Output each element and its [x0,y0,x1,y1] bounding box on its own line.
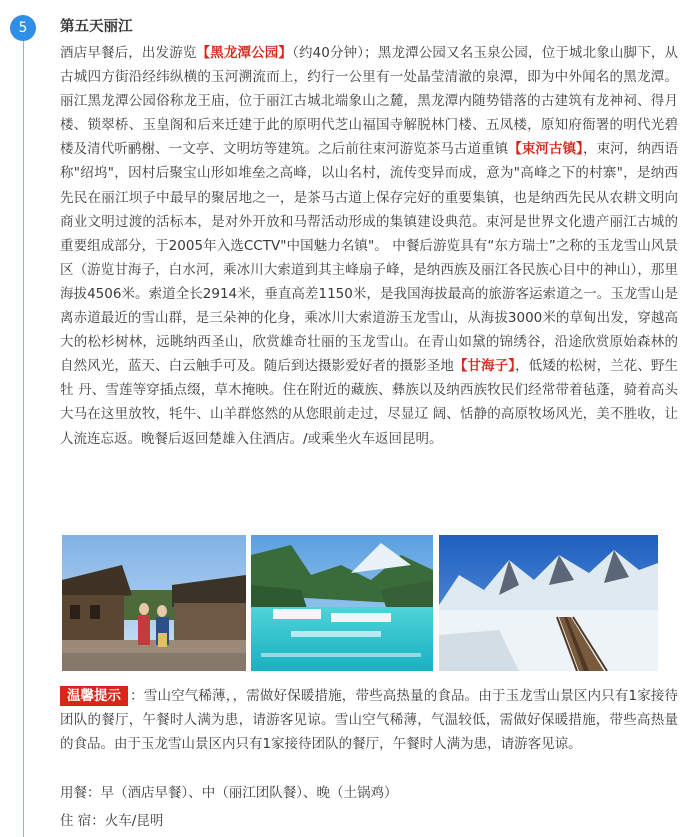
highlight-black-dragon-pool: 【黑龙潭公园】 [196,45,293,61]
timeline-line [23,41,24,837]
photo-baishui-river [251,535,433,671]
highlight-ganhaizi: 【甘海子】 [453,358,516,375]
day-title: 第五天丽江 [60,19,133,35]
day-number-badge: 5 [10,15,36,41]
tips-badge: 温馨提示 [60,686,128,706]
photo-snow-mountain [439,535,658,671]
tips-paragraph [60,684,678,756]
photo-strip [62,535,658,671]
itinerary-text-4: ，低矮的松树，兰花、野生牡 丹、雪莲等穿插点缀，草木掩映。住在附近的藏族、彝族以及纳西族牧民们经常带着毡蓬，骑着高头大马在这里放牧，牦牛、山羊群悠然的从您眼前走过，尽显辽 阔、恬静的高原牧场风光，美不胜收，让人流连忘返。晚餐后返回楚雄入住酒店。/或乘坐火车返回昆明。 [60,358,679,447]
tips-text: ：雪山空气稀薄，，需做好保暖措施，带些高热量的食品。由于玉龙雪山景区内只有1家接待团队的餐厅，午餐时人满为患，请游客见谅。雪山空气稀薄，气温较低，需做好保暖措施，带些高热量的食品。由于玉龙雪山景区内只有1家接待团队的餐厅，午餐时人满为患，请游客见谅。 [60,688,678,753]
itinerary-text-1: 酒店早餐后，出发游览 [60,45,197,61]
itinerary-text-3: ，束河，纳西语称"绍坞"，因村后聚宝山形如堆垒之高峰，以山名村，流传变异而成，意为"高峰之下的村寨"，是纳西先民在丽江坝子中最早的聚居地之一，是茶马古道上保存完好的重要集镇，也是纳西先民从农耕文明向商业文明过渡的活标本，是对外开放和马帮活动形成的集镇建设典范。束河是世界文化遗产丽江古城的重要组成部分，于2005年入选CCTV"中国魅力名镇"。 中餐后游览具有“东方瑞士”之称的玉龙雪山风景区（游览甘海子，白水河，乘冰川大索道到其主峰扇子峰，是纳西族及丽江各民族心目中的神山），那里海拔4506米。索道全长2914米，垂直高差1150米，是我国海拔最高的旅游客运索道之一。玉龙雪山是离赤道最近的雪山群，是三朵神的化身，乘冰川大索道游玉龙雪山，从海拔3000米的草甸出发，穿越高大的松杉树林，远眺纳西圣山，欣赏雄奇壮丽的玉龙雪山。在青山如黛的锦绣谷，沿途欣赏原始森林的自然风光，蓝天、白云触手可及。随后到达摄影爱好者的摄影圣地 [60,141,678,375]
photo-ancient-town [62,535,246,671]
itinerary-paragraph [60,41,678,451]
accommodation-line: 住 宿：火车/昆明 [60,813,164,829]
meals-line: 用餐：早（酒店早餐）、中（丽江团队餐）、晚（土锅鸡） [60,785,398,801]
itinerary-text-2: （约40分钟）；黑龙潭公园又名玉泉公园，位于城北象山脚下，从古城四方街沿经纬纵横的玉河溯流而上，约行一公里有一处晶莹清澈的泉潭，即为中外闻名的黑龙潭。丽江黑龙潭公园俗称龙王庙，位于丽江古城北端象山之麓，黑龙潭内随势错落的古建筑有龙神祠、得月楼、锁翠桥、玉皇阁和后来迁建于此的原明代芝山福国寺解脱林门楼、五凤楼，原知府衙署的明代光碧楼及清代听鹂榭、一文亭、文明坊等建筑。之后前往束河游览茶马古道重镇 [60,45,678,158]
highlight-shuhe-town: 【束河古镇】 [508,141,583,158]
